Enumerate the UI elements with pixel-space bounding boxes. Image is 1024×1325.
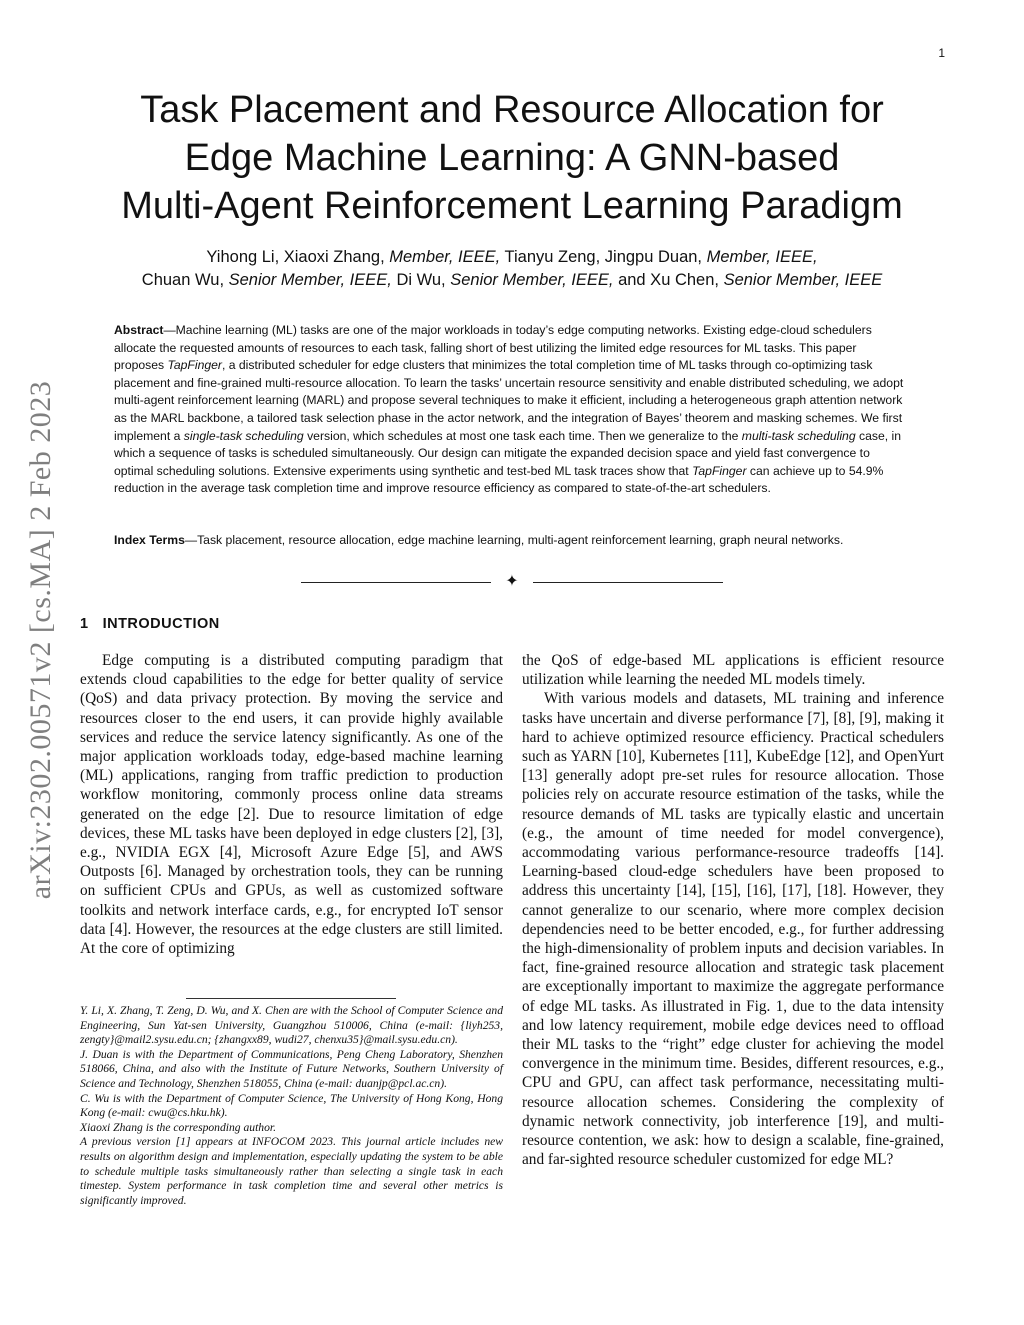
abstract-text: version, which schedules at most one task each time. Then we generalize to the — [303, 428, 742, 443]
index-terms-text: —Task placement, resource allocation, edge machine learning, multi-agent reinforcement learning, graph neural networks. — [184, 533, 844, 547]
author-names: and Xu Chen, — [613, 271, 724, 289]
author-names: Chuan Wu, — [141, 271, 229, 289]
index-terms-label: Index Terms — [114, 533, 185, 547]
emphasis: multi-task scheduling — [741, 428, 856, 443]
abstract-text: , a distributed scheduler for edge clusters that minimizes the total completion time of ML tasks through co-optimizing task placement and fine-grained multi-resource allocation. To learn the tasks’ uncertain resource sensitivity and enable distributed scheduling, we adopt multi-agent reinforcement learning (MARL) and propose several techniques to make it efficient, including a heterogeneous graph attention network as the MARL backbone, a tailored task selection phase in the actor network, and the integration of Bayes’ theorem and masking schemes. We first implement a — [114, 358, 904, 443]
footnote-affiliation: Y. Li, X. Zhang, T. Zeng, D. Wu, and X. Chen are with the School of Computer Science and Engineering, Sun Yat-sen University, Guangzhou 510006, China (e-mail: {liyh253, zengty}@mail2.sysu.edu.cn; {zhangxx89, wudi27, chenxu35}@mail.sysu.edu.cn). — [80, 1004, 503, 1047]
right-column — [522, 651, 944, 1169]
footnote-corresponding-author: Xiaoxi Zhang is the corresponding author. — [80, 1120, 277, 1134]
author-names: Tianyu Zeng, Jingpu Duan, — [500, 248, 707, 266]
section-number: 1 — [80, 616, 89, 632]
index-terms — [114, 532, 904, 550]
left-column — [80, 651, 503, 958]
diamond-icon: ✦ — [505, 573, 519, 590]
author-names: Di Wu, — [391, 271, 451, 289]
footnote-previous-version: A previous version [1] appears at INFOCOM 2023. This journal article includes new results on algorithm design and implementation, especially updating the system to be able to schedule multiple tasks simultaneously rather than selecting a single task in each timestep. System performance in task completion time and several other metrics is significantly improved. — [80, 1135, 503, 1207]
page-number: 1 — [938, 46, 945, 60]
author-names: Yihong Li, Xiaoxi Zhang, — [206, 248, 390, 266]
body-paragraph: With various models and datasets, ML training and inference tasks have uncertain and diverse performance [7], [8], [9], making it hard to achieve optimized resource efficiency. Practical schedulers such as YARN [10], Kubernetes [11], KubeEdge [12], and OpenYurt [13] generally adopt pre-set rules for resource allocation. Those policies rely on accurate resource estimation of the tasks, while the resource demands of ML tasks are typically elastic and uncertain (e.g., the amount of time needed for model convergence), accommodating various performance-resource tradeoffs [14]. Learning-based cloud-edge schedulers have been proposed to address this uncertainty [14], [15], [16], [17], [18]. However, they cannot generalize to our scenario, where more complex decision dependencies need to be better encoded, e.g., for further addressing the high-dimensionality of problem inputs and decision variables. In fact, fine-grained resource allocation and strategic task placement are exceptionally important to maximize the aggregate performance of edge ML tasks. As illustrated in Fig. 1, due to the data intensity and low latency requirement, mobile edge devices need to offload their ML tasks to the “right” edge cluster for achieving the model convergence in the minimum time. Besides, different resources, e.g., CPU and GPU, can affect task performance, necessitating multi-resource allocation schemes. Considering the complexity of dynamic network connectivity, job interference [19], and multi-resource contention, we ask: how to design a scalable, fine-grained, and far-sighted resource scheduler customized for edge ML? — [522, 690, 944, 1169]
author-list — [80, 246, 944, 292]
title-line-2: Edge Machine Learning: A GNN-based — [184, 137, 840, 179]
abstract-text: can achieve up to 54.9% reduction in the average task completion time and improve resource efficiency as compared to state-of-the-art schedulers. — [114, 463, 884, 496]
author-membership: Member, IEEE, — [706, 248, 818, 266]
title-line-3: Multi-Agent Reinforcement Learning Paradigm — [121, 185, 903, 227]
author-membership: Senior Member, IEEE, — [450, 271, 614, 289]
abstract-label: Abstract — [114, 323, 164, 337]
footnote-rule — [186, 998, 396, 999]
separator-rule — [301, 582, 491, 583]
system-name: TapFinger — [692, 463, 747, 478]
author-membership: Senior Member, IEEE, — [228, 271, 392, 289]
author-line-2 — [80, 269, 944, 292]
section-heading — [80, 616, 220, 632]
system-name: TapFinger — [167, 358, 222, 373]
abstract-text: case, in which a sequence of tasks is scheduled simultaneously. Our design can mitigate the expanded decision space and yield fast convergence to optimal scheduling solutions. Extensive experiments using synthetic and test-bed ML task traces show that — [114, 428, 901, 478]
footnote-affiliation: C. Wu is with the Department of Computer Science, The University of Hong Kong, Hong Kong (e-mail: cwu@cs.hku.hk). — [80, 1091, 503, 1120]
title-line-1: Task Placement and Resource Allocation for — [140, 89, 884, 131]
body-paragraph: the QoS of edge-based ML applications is efficient resource utilization while learning the needed ML models timely. — [522, 652, 944, 689]
footnote-affiliation: J. Duan is with the Department of Communications, Peng Cheng Laboratory, Shenzhen 518066, China, and also with the Institute of Future Networks, Southern University of Science and Technology, Shenzhen 518055, China (e-mail: duanjp@pcl.ac.cn). — [80, 1047, 503, 1090]
author-line-1 — [80, 246, 944, 269]
author-membership: Member, IEEE, — [389, 248, 501, 266]
separator-rule — [533, 582, 723, 583]
emphasis: single-task scheduling — [183, 428, 304, 443]
author-membership: Senior Member, IEEE — [723, 271, 883, 289]
abstract — [114, 322, 904, 498]
body-paragraph: Edge computing is a distributed computing paradigm that extends cloud capabilities to the edge for better quality of service (QoS) and data privacy protection. By moving the service and resources closer to the end users, it can provide highly available services and reduce the service latency significantly. As one of the major application workloads today, edge-based machine learning (ML) applications, ranging from traffic prediction to production workflow monitoring, commonly process online data streams generated on the edge [2]. Due to resource limitation of edge devices, these ML tasks have been deployed in edge clusters [2], [3], e.g., NVIDIA EGX [4], Microsoft Azure Edge [5], and AWS Outposts [6]. Managed by orchestration tools, they can be running on sufficient CPUs and GPUs, as well as customized software toolkits and network interface cards, e.g., for encrypted IoT sensor data [4]. However, the resources at the edge clusters are still limited. At the core of optimizing — [80, 652, 503, 958]
abstract-text: —Machine learning (ML) tasks are one of the major workloads in today’s edge computing networks. Existing edge-cloud schedulers allocate the requested amounts of resources to each task, falling short of best utilizing the limited edge resources for ML tasks. This paper proposes — [114, 323, 872, 373]
arxiv-identifier: arXiv:2302.00571v2 [cs.MA] 2 Feb 2023 — [24, 380, 58, 900]
section-title: INTRODUCTION — [102, 616, 220, 632]
paper-title — [80, 86, 944, 230]
footnotes — [80, 1004, 503, 1208]
arxiv-stamp — [20, 350, 62, 930]
section-separator — [300, 572, 724, 592]
